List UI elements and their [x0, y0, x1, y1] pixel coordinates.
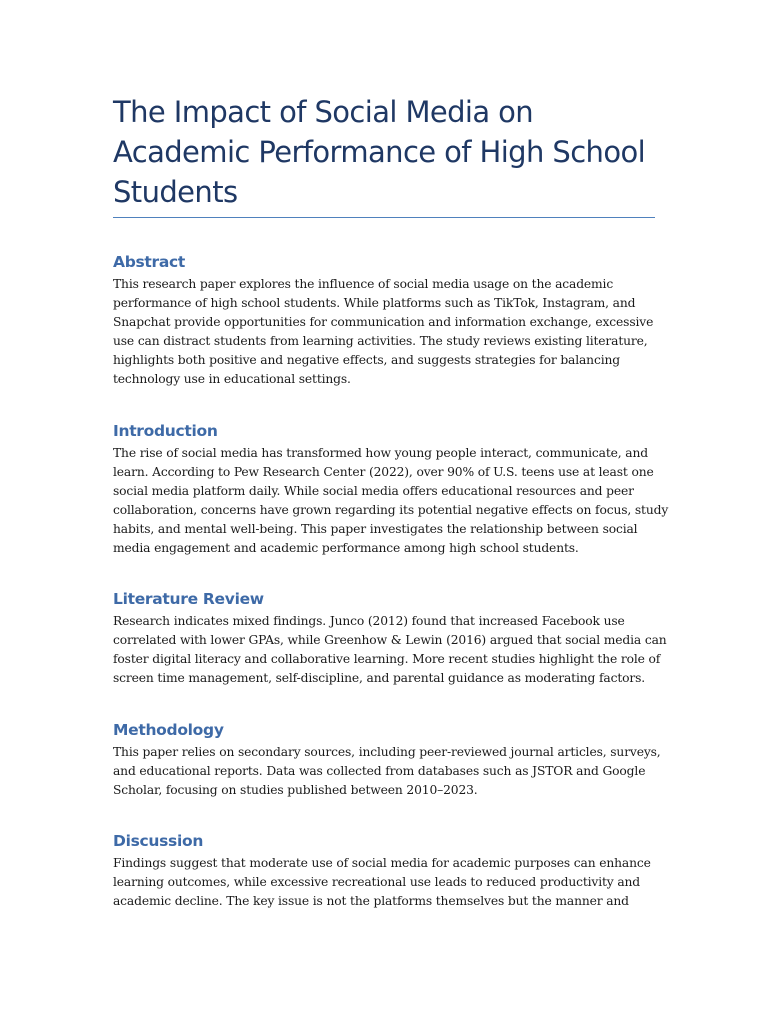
- section-paragraph: [113, 444, 669, 559]
- section-heading: Abstract: [113, 253, 186, 271]
- document-title: [113, 92, 655, 212]
- title-line: The Impact of Social Media on: [113, 95, 534, 129]
- title-divider: [113, 217, 655, 218]
- paragraph-line: correlated with lower GPAs, while Greenhow & Lewin (2016) argued that social media can: [113, 633, 667, 648]
- section-paragraph: [113, 854, 655, 911]
- section-paragraph: [113, 743, 661, 800]
- paragraph-line: learn. According to Pew Research Center (2022), over 90% of U.S. teens use at least one: [113, 464, 654, 479]
- paragraph-line: use can distract students from learning activities. The study reviews existing literature,: [113, 334, 648, 349]
- section-heading: Discussion: [113, 831, 204, 850]
- paragraph-line: screen time management, self-discipline, and parental guidance as moderating factors.: [113, 671, 646, 686]
- section-literature-review: [113, 589, 667, 688]
- paragraph-line: performance of high school students. While platforms such as TikTok, Instagram, and: [113, 296, 636, 311]
- paragraph-line: highlights both positive and negative effects, and suggests strategies for balancing: [113, 353, 620, 368]
- section-paragraph: [113, 275, 655, 390]
- paragraph-line: learning outcomes, while excessive recreational use leads to reduced productivity and: [113, 874, 641, 889]
- title-line: Academic Performance of High School: [113, 135, 646, 169]
- paragraph-line: Findings suggest that moderate use of social media for academic purposes can enhance: [113, 855, 651, 870]
- title-line: Students: [113, 175, 238, 209]
- section-heading: Methodology: [113, 720, 224, 739]
- paragraph-line: foster digital literacy and collaborative learning. More recent studies highlight the role of: [113, 652, 661, 667]
- paragraph-line: Snapchat provide opportunities for communication and information exchange, excessive: [113, 315, 654, 330]
- section-introduction: [113, 421, 669, 559]
- paragraph-line: media engagement and academic performance among high school students.: [113, 541, 579, 556]
- section-heading: Introduction: [113, 421, 218, 440]
- paragraph-line: This research paper explores the influence of social media usage on the academic: [113, 277, 614, 291]
- paragraph-line: Scholar, focusing on studies published between 2010–2023.: [113, 782, 478, 797]
- section-abstract: [113, 252, 655, 390]
- paragraph-line: This paper relies on secondary sources, including peer-reviewed journal articles, surveys,: [113, 744, 661, 759]
- section-discussion: [113, 831, 655, 911]
- paragraph-line: technology use in educational settings.: [113, 372, 351, 387]
- paragraph-line: Research indicates mixed findings. Junco (2012) found that increased Facebook use: [113, 614, 625, 629]
- paragraph-line: social media platform daily. While social media offers educational resources and peer: [113, 483, 634, 498]
- document-page: [113, 92, 669, 911]
- section-heading: Literature Review: [113, 590, 264, 609]
- paragraph-line: habits, and mental well-being. This paper investigates the relationship between social: [113, 521, 638, 536]
- section-paragraph: [113, 612, 667, 688]
- paragraph-line: The rise of social media has transformed how young people interact, communicate, and: [113, 445, 648, 460]
- paragraph-line: and educational reports. Data was collected from databases such as JSTOR and Google: [113, 763, 646, 778]
- section-methodology: [113, 720, 661, 800]
- paragraph-line: collaboration, concerns have grown regarding its potential negative effects on focus, study: [113, 502, 669, 517]
- paragraph-line: academic decline. The key issue is not the platforms themselves but the manner and: [113, 893, 629, 908]
